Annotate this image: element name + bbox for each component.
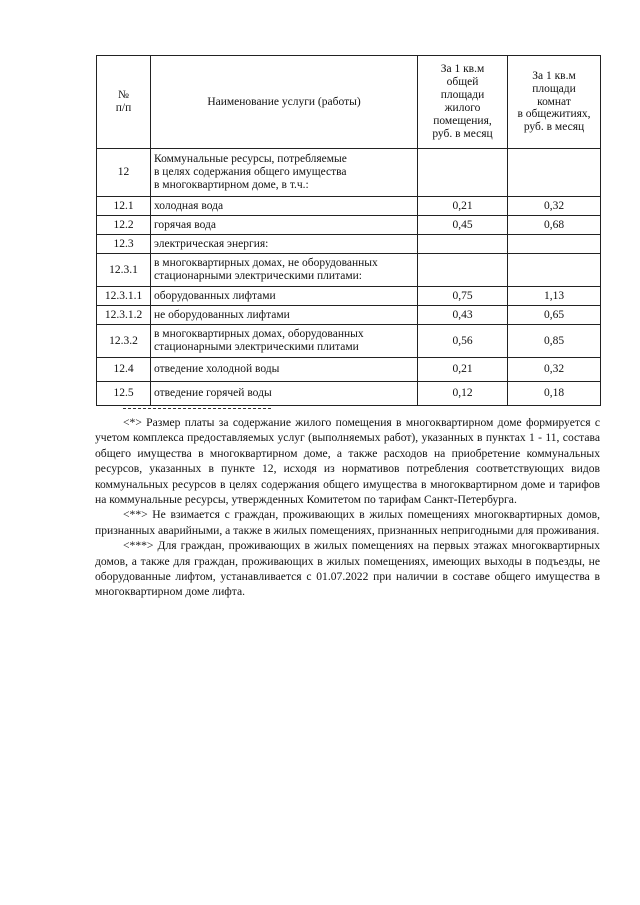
row-number: 12.3.2 [97, 325, 151, 358]
row-number: 12.1 [97, 197, 151, 216]
row-number: 12.3 [97, 235, 151, 254]
row-value-per-room: 0,32 [508, 358, 601, 382]
row-value-per-area: 0,45 [418, 216, 508, 235]
footnotes [95, 408, 600, 600]
table-row [97, 197, 601, 216]
row-number: 12.3.1 [97, 254, 151, 287]
row-service-name: оборудованных лифтами [151, 287, 418, 306]
table-row [97, 306, 601, 325]
header-service-name: Наименование услуги (работы) [151, 56, 418, 149]
tariff-table [96, 55, 601, 406]
header-per-room: За 1 кв.м площади комнат в общежитиях, руб. в месяц [508, 56, 601, 149]
table-row [97, 325, 601, 358]
table-row [97, 216, 601, 235]
row-service-name: электрическая энергия: [151, 235, 418, 254]
row-value-per-area [418, 149, 508, 197]
row-value-per-area: 0,21 [418, 197, 508, 216]
table-row [97, 382, 601, 406]
row-value-per-room: 0,65 [508, 306, 601, 325]
header-num: № п/п [97, 56, 151, 149]
row-value-per-room [508, 235, 601, 254]
row-value-per-area: 0,56 [418, 325, 508, 358]
footnote-3: <***> Для граждан, проживающих в жилых помещениях на первых этажах многоквартирных домов, а также для граждан, проживающих в жилых помещениях, имеющих выходы в подъезды, не оборудованные лифтом, устанавливается с 01.07.2022 при наличии в составе общего имущества в многоквартирном доме лифта. [95, 539, 600, 599]
row-number: 12 [97, 149, 151, 197]
row-value-per-area: 0,12 [418, 382, 508, 406]
row-service-name: Коммунальные ресурсы, потребляемые в целях содержания общего имущества в многоквартирном доме, в т.ч.: [151, 149, 418, 197]
row-value-per-area: 0,43 [418, 306, 508, 325]
row-number: 12.5 [97, 382, 151, 406]
row-number: 12.3.1.2 [97, 306, 151, 325]
row-service-name: в многоквартирных домах, не оборудованных стационарными электрическими плитами: [151, 254, 418, 287]
row-value-per-room [508, 254, 601, 287]
row-service-name: холодная вода [151, 197, 418, 216]
row-number: 12.4 [97, 358, 151, 382]
row-value-per-area [418, 235, 508, 254]
row-value-per-room: 0,32 [508, 197, 601, 216]
table-row [97, 149, 601, 197]
row-value-per-room [508, 149, 601, 197]
row-number: 12.2 [97, 216, 151, 235]
footnote-separator [123, 408, 271, 409]
row-value-per-area [418, 254, 508, 287]
row-service-name: не оборудованных лифтами [151, 306, 418, 325]
header-per-area: За 1 кв.м общей площади жилого помещения, руб. в месяц [418, 56, 508, 149]
row-value-per-room: 0,85 [508, 325, 601, 358]
row-value-per-room: 1,13 [508, 287, 601, 306]
table-header-row [97, 56, 601, 149]
footnote-1: <*> Размер платы за содержание жилого помещения в многоквартирном доме формируется с учетом комплекса предоставляемых услуг (выполняемых работ), указанных в пунктах 1 - 11, состава общего имущества в многоквартирном доме, а также расходов на приобретение коммунальных ресурсов, указанных в пункте 12, исходя из нормативов потребления соответствующих видов коммунальных ресурсов в целях содержания общего имущества в многоквартирном доме и тарифов на коммунальные ресурсы, утвержденных Комитетом по тарифам Санкт-Петербурга. [95, 416, 600, 507]
row-service-name: горячая вода [151, 216, 418, 235]
footnote-2: <**> Не взимается с граждан, проживающих в жилых помещениях многоквартирных домов, признанных аварийными, а также в жилых помещениях, признанных непригодными для проживания. [95, 508, 600, 537]
table-row [97, 254, 601, 287]
table-row [97, 358, 601, 382]
row-value-per-room: 0,18 [508, 382, 601, 406]
row-value-per-room: 0,68 [508, 216, 601, 235]
row-service-name: отведение горячей воды [151, 382, 418, 406]
table-row [97, 235, 601, 254]
row-value-per-area: 0,75 [418, 287, 508, 306]
table-row [97, 287, 601, 306]
row-number: 12.3.1.1 [97, 287, 151, 306]
row-service-name: отведение холодной воды [151, 358, 418, 382]
row-service-name: в многоквартирных домах, оборудованных стационарными электрическими плитами [151, 325, 418, 358]
row-value-per-area: 0,21 [418, 358, 508, 382]
